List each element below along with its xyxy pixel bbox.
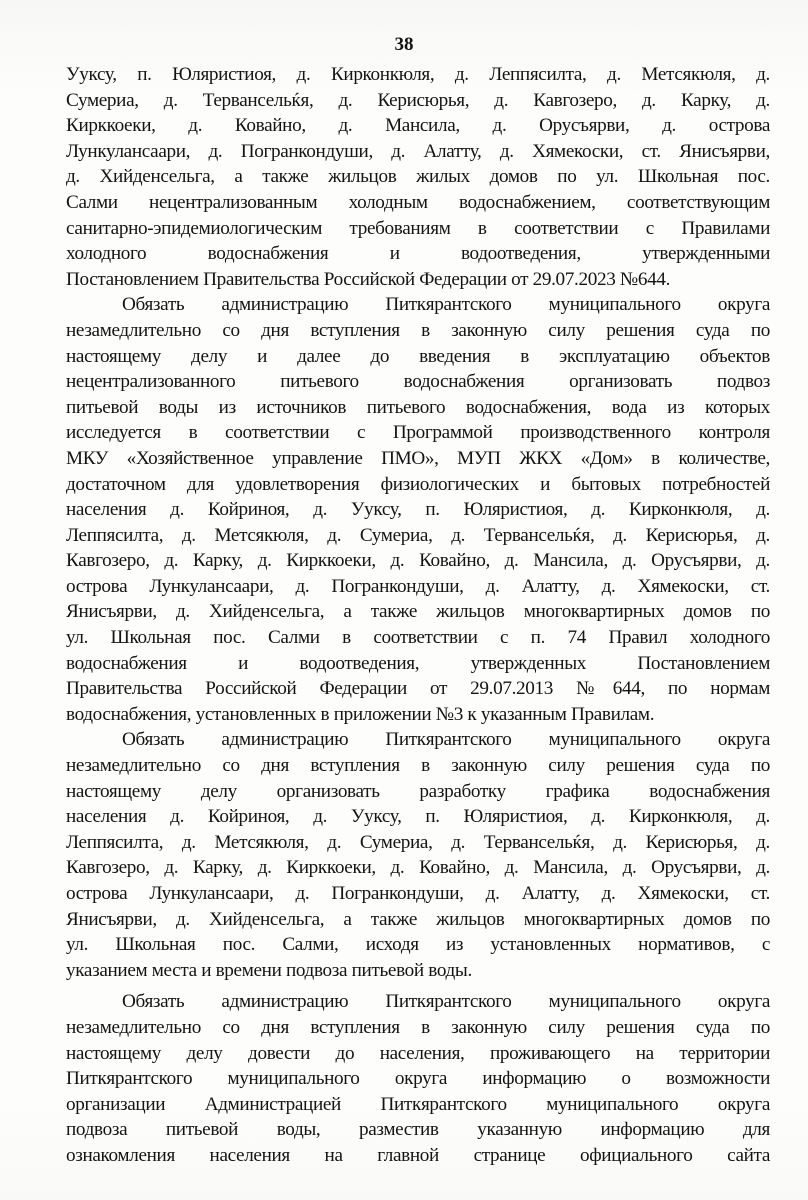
paragraph-obligation-water-delivery	[66, 292, 770, 727]
text-line: указанием места и времени подвоза питьевой воды.	[66, 959, 472, 981]
text-line: ознакомления населения на главной странице официального сайта	[66, 1144, 770, 1166]
text-line: Кавгозеро, д. Карку, д. Кирккоеки, д. Ковайно, д. Мансила, д. Орусъярви, д.	[66, 550, 770, 572]
document-body	[66, 62, 770, 1169]
text-line: МКУ «Хозяйственное управление ПМО», МУП ЖКХ «Дом» в количестве,	[66, 447, 770, 469]
text-line: Кирккоеки, д. Ковайно, д. Мансила, д. Орусъярви, д. острова	[66, 115, 770, 137]
text-line: Обязать администрацию Питкярантского муниципального округа	[122, 991, 770, 1013]
paragraph-continuation	[66, 62, 770, 292]
page-number: 38	[394, 34, 414, 55]
text-line: Обязать администрацию Питкярантского муниципального округа	[122, 294, 770, 316]
paragraph-obligation-schedule	[66, 727, 770, 983]
text-line: Постановлением Правительства Российской Федерации от 29.07.2023 №644.	[66, 268, 671, 290]
text-line: Ууксу, п. Юляристиоя, д. Кирконкюля, д. Леппясилта, д. Метсякюля, д.	[66, 64, 770, 85]
text-line: настоящему делу и далее до введения в эксплуатацию объектов	[66, 345, 770, 367]
text-line: настоящему делу довести до населения, проживающего на территории	[66, 1042, 770, 1064]
text-line: Янисъярви, д. Хийденсельга, а также жильцов многоквартирных домов по	[66, 601, 770, 623]
text-line: незамедлительно со дня вступления в законную силу решения суда по	[66, 1016, 770, 1038]
text-line: Лункулансаари, д. Погранкондуши, д. Алатту, д. Хямекоски, ст. Янисъярви,	[66, 140, 770, 162]
text-line: Леппясилта, д. Метсякюля, д. Сумериа, д. Тервансельќя, д. Керисюрья, д.	[66, 524, 770, 546]
text-line: подвоза питьевой воды, разместив указанную информацию для	[66, 1119, 770, 1141]
text-line: ул. Школьная пос. Салми, исходя из установленных нормативов, с	[66, 934, 770, 956]
text-line: д. Хийденсельга, а также жильцов жилых домов по ул. Школьная пос.	[66, 166, 770, 188]
text-line: холодного водоснабжения и водоотведения, утвержденными	[66, 243, 770, 265]
text-line: достаточном для удовлетворения физиологических и бытовых потребностей	[66, 473, 770, 495]
text-line: Сумериа, д. Тервансельќя, д. Керисюрья, д. Кавгозеро, д. Карку, д.	[66, 89, 770, 111]
text-line: незамедлительно со дня вступления в законную силу решения суда по	[66, 755, 770, 777]
text-line: настоящему делу организовать разработку графика водоснабжения	[66, 780, 770, 802]
text-line: организации Администрацией Питкярантского муниципального округа	[66, 1093, 770, 1115]
text-line: нецентрализованного питьевого водоснабжения организовать подвоз	[66, 371, 770, 393]
text-line: санитарно-эпидемиологическим требованиям в соответствии с Правилами	[66, 217, 770, 239]
text-line: острова Лункулансаари, д. Погранкондуши, д. Алатту, д. Хямекоски, ст.	[66, 575, 770, 597]
text-line: исследуется в соответствии с Программой производственного контроля	[66, 422, 770, 444]
text-line: водоснабжения, установленных в приложении №3 к указанным Правилам.	[66, 703, 655, 725]
text-line: Салми нецентрализованным холодным водоснабжением, соответствующим	[66, 191, 770, 213]
text-line: ул. Школьная пос. Салми в соответствии с п. 74 Правил холодного	[66, 627, 770, 649]
paragraph-obligation-inform-population	[66, 983, 770, 1168]
text-line: незамедлительно со дня вступления в законную силу решения суда по	[66, 319, 770, 341]
text-line: Леппясилта, д. Метсякюля, д. Сумериа, д. Тервансельќя, д. Керисюрья, д.	[66, 831, 770, 853]
text-line: Питкярантского муниципального округа информацию о возможности	[66, 1068, 770, 1090]
text-line: острова Лункулансаари, д. Погранкондуши, д. Алатту, д. Хямекоски, ст.	[66, 883, 770, 904]
text-line: водоснабжения и водоотведения, утвержденных Постановлением	[66, 652, 770, 674]
text-line: Кавгозеро, д. Карку, д. Кирккоеки, д. Ковайно, д. Мансила, д. Орусъярви, д.	[66, 857, 770, 879]
text-line: Правительства Российской Федерации от 29.07.2013 №644, по нормам	[66, 678, 770, 700]
text-line: Обязать администрацию Питкярантского муниципального округа	[122, 729, 770, 751]
text-line: населения д. Койриноя, д. Ууксу, п. Юляристиоя, д. Кирконкюля, д.	[66, 806, 770, 828]
text-line: Янисъярви, д. Хийденсельга, а также жильцов многоквартирных домов по	[66, 908, 770, 930]
text-line: питьевой воды из источников питьевого водоснабжения, вода из которых	[66, 396, 770, 418]
text-line: населения д. Койриноя, д. Ууксу, п. Юляристиоя, д. Кирконкюля, д.	[66, 499, 770, 521]
